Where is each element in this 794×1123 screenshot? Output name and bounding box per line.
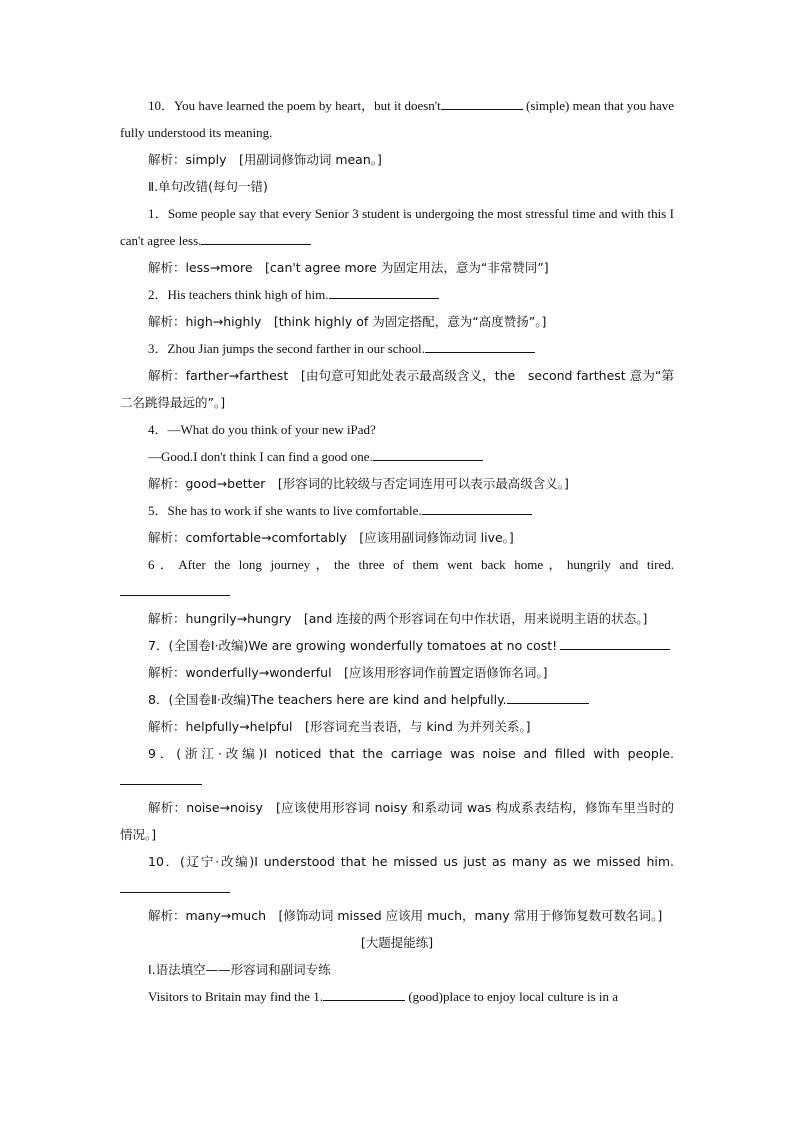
answer-blank[interactable] bbox=[120, 771, 202, 785]
answer-blank[interactable] bbox=[120, 879, 230, 893]
answer-blank[interactable] bbox=[422, 501, 532, 515]
question-text: 1．Some people say that every Senior 3 student is undergoing the most stressful time and with this I can't agree less. bbox=[120, 206, 674, 248]
question-item bbox=[120, 200, 674, 254]
passage-line bbox=[120, 983, 674, 1010]
question-item bbox=[120, 281, 674, 308]
answer-blank[interactable] bbox=[507, 690, 589, 704]
question-text: —Good.I don't think I can find a good one. bbox=[148, 449, 373, 464]
answer-blank[interactable] bbox=[425, 339, 535, 353]
question-text: 10．(辽宁·改编)I understood that he missed us just as many as we missed him. bbox=[148, 854, 674, 869]
question-text: 8．(全国卷Ⅱ·改编)The teachers here are kind and helpfully. bbox=[148, 692, 507, 707]
question-text: 9．(浙江·改编)I noticed that the carriage was noise and filled with people. bbox=[148, 746, 674, 761]
answer-explanation: 解析：wonderfully→wonderful [应该用形容词作前置定语修饰名词。] bbox=[148, 665, 548, 680]
answer-explanation: 解析：farther→farthest [由句意可知此处表示最高级含义，the second farthest 意为“第二名跳得最远的”。] bbox=[120, 368, 674, 410]
question-item bbox=[120, 497, 674, 524]
answer-blank[interactable] bbox=[373, 447, 483, 461]
question-item bbox=[120, 686, 674, 713]
answer-blank[interactable] bbox=[120, 582, 230, 596]
answer-explanation: 解析：good→better [形容词的比较级与否定词连用可以表示最高级含义。] bbox=[148, 476, 569, 491]
answer-blank[interactable] bbox=[441, 96, 523, 110]
answer-explanation: 解析：noise→noisy [应该使用形容词 noisy 和系动词 was 构成系表结构，修饰车里当时的情况。] bbox=[120, 800, 674, 842]
section-title-grammar-fill: Ⅰ.语法填空——形容词和副词专练 bbox=[148, 962, 331, 977]
answer-blank[interactable] bbox=[323, 987, 405, 1001]
passage-text: (good)place to enjoy local culture is in a bbox=[408, 989, 619, 1004]
question-item bbox=[120, 551, 674, 605]
question-item bbox=[120, 632, 674, 659]
question-item bbox=[120, 416, 674, 443]
question-item bbox=[120, 335, 674, 362]
question-text: 4．—What do you think of your new iPad? bbox=[148, 422, 376, 437]
question-item bbox=[120, 848, 674, 902]
question-item-line2 bbox=[120, 443, 674, 470]
question-10-simple bbox=[120, 92, 674, 146]
passage-text: Visitors to Britain may find the 1. bbox=[148, 989, 324, 1004]
section-title-error-correction: Ⅱ.单句改错(每句一错) bbox=[148, 179, 268, 194]
answer-explanation: 解析：many→much [修饰动词 missed 应该用 much，many 常用于修饰复数可数名词。] bbox=[148, 908, 663, 923]
section-title-big: [大题提能练] bbox=[360, 935, 434, 950]
answer-explanation: 解析：comfortable→comfortably [应该用副词修饰动词 live。] bbox=[148, 530, 514, 545]
question-text: 5．She has to work if she wants to live comfortable. bbox=[148, 503, 422, 518]
answer-explanation: 解析：hungrily→hungry [and 连接的两个形容词在句中作状语，用来说明主语的状态。] bbox=[148, 611, 648, 626]
answer-blank[interactable] bbox=[329, 285, 439, 299]
question-text: 6．After the long journey，the three of them went back home，hungrily and tired. bbox=[148, 557, 674, 572]
question-item bbox=[120, 740, 674, 794]
question-text: 2．His teachers think high of him. bbox=[148, 287, 329, 302]
answer-blank[interactable] bbox=[201, 231, 311, 245]
question-text: 10．You have learned the poem by heart，but it doesn't bbox=[148, 98, 441, 113]
answer-explanation: 解析：high→highly [think highly of 为固定搭配，意为“高度赞扬”。] bbox=[148, 314, 547, 329]
answer-blank[interactable] bbox=[560, 636, 670, 650]
question-hint: (simple) mean that you have fully understood its meaning. bbox=[120, 98, 675, 140]
document-page bbox=[120, 92, 674, 1010]
answer-explanation: 解析：helpfully→helpful [形容词充当表语，与 kind 为并列关系。] bbox=[148, 719, 531, 734]
question-text: 7．(全国卷Ⅰ·改编)We are growing wonderfully tomatoes at no cost! bbox=[148, 638, 558, 653]
answer-explanation: 解析：simply [用副词修饰动词 mean。] bbox=[148, 152, 382, 167]
answer-explanation: 解析：less→more [can't agree more 为固定用法，意为“非常赞同”] bbox=[148, 260, 549, 275]
question-text: 3．Zhou Jian jumps the second farther in our school. bbox=[148, 341, 425, 356]
